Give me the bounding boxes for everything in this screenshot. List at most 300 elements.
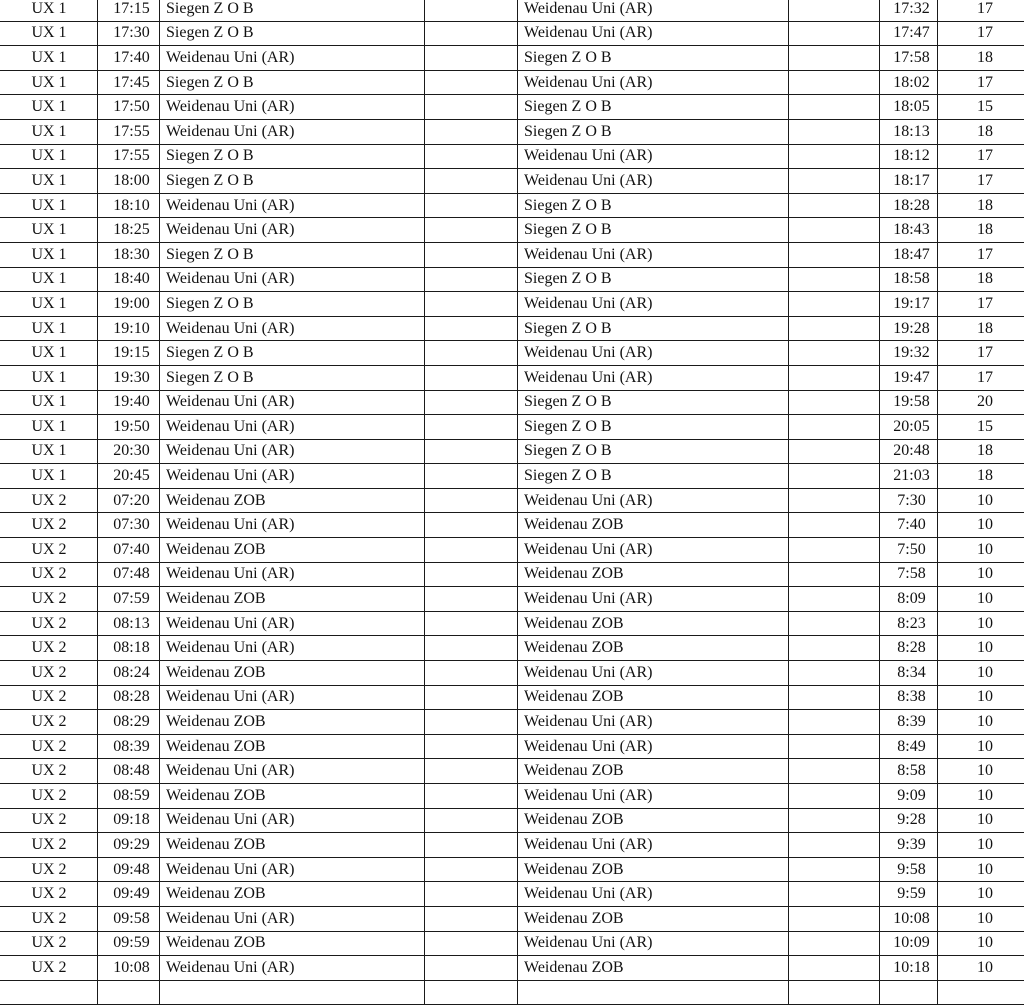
origin-stop-cell: Weidenau Uni (AR): [160, 636, 425, 661]
line-cell: UX 1: [0, 439, 98, 464]
duration-cell: 18: [938, 464, 1024, 489]
departure-time-cell: 09:49: [98, 882, 160, 907]
departure-time-cell: 08:29: [98, 710, 160, 735]
table-row: [0, 21, 1024, 46]
line-cell: UX 1: [0, 169, 98, 194]
destination-stop-cell: Weidenau ZOB: [518, 857, 789, 882]
arrival-time-cell: 19:32: [880, 341, 938, 366]
origin-stop-cell: Weidenau ZOB: [160, 587, 425, 612]
empty-cell: [425, 70, 518, 95]
destination-stop-cell: [518, 980, 789, 1005]
arrival-time-cell: 17:58: [880, 46, 938, 71]
table-row: [0, 587, 1024, 612]
origin-stop-cell: Weidenau Uni (AR): [160, 267, 425, 292]
table-row: [0, 784, 1024, 809]
duration-cell: 10: [938, 661, 1024, 686]
departure-time-cell: 19:50: [98, 415, 160, 440]
empty-cell: [425, 365, 518, 390]
origin-stop-cell: Weidenau Uni (AR): [160, 119, 425, 144]
table-row: [0, 390, 1024, 415]
departure-time-cell: 08:48: [98, 759, 160, 784]
duration-cell: 18: [938, 193, 1024, 218]
destination-stop-cell: Siegen Z O B: [518, 464, 789, 489]
origin-stop-cell: Weidenau ZOB: [160, 661, 425, 686]
empty-cell: [425, 734, 518, 759]
empty-cell: [425, 488, 518, 513]
empty-cell: [425, 46, 518, 71]
departure-time-cell: 08:39: [98, 734, 160, 759]
line-cell: UX 2: [0, 611, 98, 636]
empty-cell: [425, 144, 518, 169]
table-row: [0, 464, 1024, 489]
origin-stop-cell: Weidenau ZOB: [160, 931, 425, 956]
table-row: [0, 538, 1024, 563]
empty-cell: [789, 169, 880, 194]
arrival-time-cell: 9:39: [880, 833, 938, 858]
destination-stop-cell: Siegen Z O B: [518, 95, 789, 120]
empty-cell: [425, 882, 518, 907]
arrival-time-cell: 18:17: [880, 169, 938, 194]
origin-stop-cell: Weidenau Uni (AR): [160, 218, 425, 243]
empty-cell: [425, 808, 518, 833]
origin-stop-cell: Weidenau ZOB: [160, 710, 425, 735]
duration-cell: 20: [938, 390, 1024, 415]
departure-time-cell: 17:40: [98, 46, 160, 71]
duration-cell: 10: [938, 562, 1024, 587]
empty-cell: [789, 341, 880, 366]
origin-stop-cell: Weidenau Uni (AR): [160, 685, 425, 710]
empty-cell: [425, 169, 518, 194]
line-cell: UX 2: [0, 734, 98, 759]
empty-cell: [425, 759, 518, 784]
empty-cell: [789, 661, 880, 686]
arrival-time-cell: 18:13: [880, 119, 938, 144]
empty-cell: [425, 931, 518, 956]
arrival-time-cell: 10:18: [880, 956, 938, 981]
origin-stop-cell: Weidenau Uni (AR): [160, 611, 425, 636]
origin-stop-cell: Weidenau Uni (AR): [160, 439, 425, 464]
empty-cell: [789, 685, 880, 710]
empty-cell: [789, 365, 880, 390]
empty-cell: [425, 390, 518, 415]
empty-cell: [789, 980, 880, 1005]
empty-cell: [425, 857, 518, 882]
origin-stop-cell: [160, 980, 425, 1005]
arrival-time-cell: 8:23: [880, 611, 938, 636]
destination-stop-cell: Weidenau ZOB: [518, 685, 789, 710]
empty-cell: [425, 439, 518, 464]
empty-cell: [789, 439, 880, 464]
duration-cell: 10: [938, 857, 1024, 882]
empty-cell: [789, 808, 880, 833]
empty-cell: [425, 710, 518, 735]
departure-time-cell: 09:59: [98, 931, 160, 956]
empty-cell: [789, 931, 880, 956]
table-row: [0, 808, 1024, 833]
origin-stop-cell: Siegen Z O B: [160, 70, 425, 95]
duration-cell: 17: [938, 365, 1024, 390]
table-row: [0, 710, 1024, 735]
destination-stop-cell: Weidenau Uni (AR): [518, 784, 789, 809]
destination-stop-cell: Weidenau Uni (AR): [518, 882, 789, 907]
table-row: [0, 513, 1024, 538]
line-cell: UX 1: [0, 365, 98, 390]
line-cell: UX 2: [0, 636, 98, 661]
line-cell: [0, 980, 98, 1005]
line-cell: UX 1: [0, 242, 98, 267]
departure-time-cell: 19:30: [98, 365, 160, 390]
empty-cell: [425, 611, 518, 636]
empty-cell: [789, 857, 880, 882]
empty-cell: [425, 980, 518, 1005]
arrival-time-cell: 8:38: [880, 685, 938, 710]
duration-cell: 10: [938, 587, 1024, 612]
empty-cell: [789, 956, 880, 981]
line-cell: UX 2: [0, 956, 98, 981]
line-cell: UX 1: [0, 390, 98, 415]
arrival-time-cell: 19:17: [880, 292, 938, 317]
departure-time-cell: 08:28: [98, 685, 160, 710]
empty-cell: [789, 784, 880, 809]
origin-stop-cell: Weidenau Uni (AR): [160, 956, 425, 981]
table-row: [0, 931, 1024, 956]
departure-time-cell: 17:15: [98, 0, 160, 21]
empty-cell: [425, 119, 518, 144]
empty-cell: [425, 0, 518, 21]
duration-cell: 18: [938, 267, 1024, 292]
origin-stop-cell: Weidenau Uni (AR): [160, 857, 425, 882]
table-row: [0, 0, 1024, 21]
line-cell: UX 1: [0, 341, 98, 366]
arrival-time-cell: 20:05: [880, 415, 938, 440]
destination-stop-cell: Siegen Z O B: [518, 119, 789, 144]
destination-stop-cell: Siegen Z O B: [518, 415, 789, 440]
empty-cell: [425, 316, 518, 341]
empty-cell: [425, 95, 518, 120]
origin-stop-cell: Weidenau Uni (AR): [160, 316, 425, 341]
table-row: [0, 95, 1024, 120]
destination-stop-cell: Weidenau ZOB: [518, 562, 789, 587]
destination-stop-cell: Weidenau Uni (AR): [518, 710, 789, 735]
line-cell: UX 1: [0, 316, 98, 341]
duration-cell: 10: [938, 906, 1024, 931]
destination-stop-cell: Weidenau Uni (AR): [518, 21, 789, 46]
origin-stop-cell: Weidenau Uni (AR): [160, 193, 425, 218]
origin-stop-cell: Weidenau ZOB: [160, 538, 425, 563]
destination-stop-cell: Weidenau ZOB: [518, 906, 789, 931]
duration-cell: 15: [938, 415, 1024, 440]
duration-cell: 18: [938, 46, 1024, 71]
line-cell: UX 1: [0, 193, 98, 218]
destination-stop-cell: Weidenau Uni (AR): [518, 734, 789, 759]
table-row: [0, 415, 1024, 440]
departure-time-cell: 18:40: [98, 267, 160, 292]
empty-cell: [789, 390, 880, 415]
table-row: [0, 218, 1024, 243]
destination-stop-cell: Siegen Z O B: [518, 193, 789, 218]
destination-stop-cell: Siegen Z O B: [518, 218, 789, 243]
destination-stop-cell: Weidenau Uni (AR): [518, 538, 789, 563]
origin-stop-cell: Siegen Z O B: [160, 341, 425, 366]
duration-cell: 18: [938, 439, 1024, 464]
table-row: [0, 734, 1024, 759]
departure-time-cell: 19:40: [98, 390, 160, 415]
arrival-time-cell: 18:12: [880, 144, 938, 169]
empty-cell: [425, 415, 518, 440]
duration-cell: 10: [938, 685, 1024, 710]
empty-cell: [789, 587, 880, 612]
line-cell: UX 1: [0, 415, 98, 440]
table-row: [0, 46, 1024, 71]
line-cell: UX 2: [0, 538, 98, 563]
empty-cell: [425, 587, 518, 612]
line-cell: UX 1: [0, 21, 98, 46]
destination-stop-cell: Weidenau ZOB: [518, 513, 789, 538]
table-row: [0, 857, 1024, 882]
table-row: [0, 365, 1024, 390]
origin-stop-cell: Siegen Z O B: [160, 169, 425, 194]
destination-stop-cell: Weidenau Uni (AR): [518, 70, 789, 95]
departure-time-cell: 17:55: [98, 119, 160, 144]
destination-stop-cell: Weidenau Uni (AR): [518, 931, 789, 956]
destination-stop-cell: Siegen Z O B: [518, 267, 789, 292]
departure-time-cell: 07:40: [98, 538, 160, 563]
empty-cell: [425, 21, 518, 46]
empty-cell: [789, 611, 880, 636]
empty-cell: [789, 833, 880, 858]
empty-cell: [425, 562, 518, 587]
table-row: [0, 636, 1024, 661]
departure-time-cell: 17:55: [98, 144, 160, 169]
duration-cell: 17: [938, 144, 1024, 169]
origin-stop-cell: Weidenau ZOB: [160, 488, 425, 513]
origin-stop-cell: Weidenau ZOB: [160, 833, 425, 858]
empty-cell: [789, 513, 880, 538]
line-cell: UX 1: [0, 218, 98, 243]
line-cell: UX 2: [0, 488, 98, 513]
duration-cell: 17: [938, 21, 1024, 46]
departure-time-cell: 18:00: [98, 169, 160, 194]
arrival-time-cell: 19:58: [880, 390, 938, 415]
duration-cell: 10: [938, 759, 1024, 784]
table-row: [0, 144, 1024, 169]
arrival-time-cell: 18:47: [880, 242, 938, 267]
destination-stop-cell: Weidenau Uni (AR): [518, 661, 789, 686]
origin-stop-cell: Weidenau Uni (AR): [160, 513, 425, 538]
empty-cell: [789, 70, 880, 95]
line-cell: UX 2: [0, 906, 98, 931]
table-row: [0, 169, 1024, 194]
arrival-time-cell: 8:34: [880, 661, 938, 686]
duration-cell: 10: [938, 808, 1024, 833]
departure-time-cell: 09:29: [98, 833, 160, 858]
destination-stop-cell: Weidenau ZOB: [518, 808, 789, 833]
table-row: [0, 685, 1024, 710]
arrival-time-cell: 8:09: [880, 587, 938, 612]
duration-cell: 10: [938, 611, 1024, 636]
empty-cell: [789, 218, 880, 243]
destination-stop-cell: Weidenau ZOB: [518, 636, 789, 661]
duration-cell: 18: [938, 119, 1024, 144]
departure-time-cell: 09:18: [98, 808, 160, 833]
destination-stop-cell: Siegen Z O B: [518, 316, 789, 341]
empty-cell: [425, 685, 518, 710]
line-cell: UX 2: [0, 513, 98, 538]
origin-stop-cell: Weidenau ZOB: [160, 784, 425, 809]
duration-cell: 17: [938, 70, 1024, 95]
arrival-time-cell: 9:59: [880, 882, 938, 907]
arrival-time-cell: 9:09: [880, 784, 938, 809]
departure-time-cell: 17:30: [98, 21, 160, 46]
destination-stop-cell: Weidenau Uni (AR): [518, 833, 789, 858]
empty-cell: [789, 734, 880, 759]
departure-time-cell: 07:30: [98, 513, 160, 538]
table-row: [0, 267, 1024, 292]
departure-time-cell: 18:25: [98, 218, 160, 243]
empty-cell: [425, 784, 518, 809]
duration-cell: 10: [938, 513, 1024, 538]
duration-cell: 10: [938, 538, 1024, 563]
line-cell: UX 2: [0, 685, 98, 710]
table-row: [0, 906, 1024, 931]
empty-cell: [425, 538, 518, 563]
origin-stop-cell: Weidenau ZOB: [160, 734, 425, 759]
arrival-time-cell: 9:58: [880, 857, 938, 882]
empty-cell: [789, 119, 880, 144]
departure-time-cell: 08:24: [98, 661, 160, 686]
line-cell: UX 2: [0, 931, 98, 956]
empty-cell: [789, 267, 880, 292]
line-cell: UX 2: [0, 833, 98, 858]
arrival-time-cell: 17:32: [880, 0, 938, 21]
destination-stop-cell: Weidenau Uni (AR): [518, 144, 789, 169]
departure-time-cell: 19:15: [98, 341, 160, 366]
destination-stop-cell: Weidenau Uni (AR): [518, 488, 789, 513]
empty-cell: [789, 562, 880, 587]
departure-time-cell: 09:58: [98, 906, 160, 931]
duration-cell: 10: [938, 833, 1024, 858]
line-cell: UX 2: [0, 562, 98, 587]
departure-time-cell: 19:10: [98, 316, 160, 341]
destination-stop-cell: Weidenau ZOB: [518, 611, 789, 636]
arrival-time-cell: 19:47: [880, 365, 938, 390]
empty-cell: [789, 21, 880, 46]
duration-cell: 18: [938, 316, 1024, 341]
table-row: [0, 562, 1024, 587]
origin-stop-cell: Weidenau Uni (AR): [160, 46, 425, 71]
table-row: [0, 70, 1024, 95]
line-cell: UX 1: [0, 267, 98, 292]
departure-time-cell: 08:18: [98, 636, 160, 661]
empty-cell: [425, 513, 518, 538]
duration-cell: 17: [938, 341, 1024, 366]
duration-cell: 10: [938, 882, 1024, 907]
empty-cell: [789, 882, 880, 907]
duration-cell: 15: [938, 95, 1024, 120]
departure-time-cell: 18:30: [98, 242, 160, 267]
duration-cell: 18: [938, 218, 1024, 243]
destination-stop-cell: Weidenau Uni (AR): [518, 0, 789, 21]
arrival-time-cell: 19:28: [880, 316, 938, 341]
empty-cell: [425, 242, 518, 267]
origin-stop-cell: Weidenau Uni (AR): [160, 562, 425, 587]
empty-cell: [789, 0, 880, 21]
arrival-time-cell: 20:48: [880, 439, 938, 464]
duration-cell: 10: [938, 734, 1024, 759]
line-cell: UX 2: [0, 857, 98, 882]
line-cell: UX 1: [0, 292, 98, 317]
arrival-time-cell: 8:49: [880, 734, 938, 759]
destination-stop-cell: Siegen Z O B: [518, 390, 789, 415]
line-cell: UX 1: [0, 144, 98, 169]
arrival-time-cell: 18:58: [880, 267, 938, 292]
departure-time-cell: [98, 980, 160, 1005]
line-cell: UX 1: [0, 46, 98, 71]
empty-cell: [425, 218, 518, 243]
arrival-time-cell: 18:02: [880, 70, 938, 95]
empty-cell: [789, 710, 880, 735]
empty-cell: [789, 759, 880, 784]
destination-stop-cell: Weidenau Uni (AR): [518, 587, 789, 612]
origin-stop-cell: Weidenau Uni (AR): [160, 415, 425, 440]
arrival-time-cell: 7:40: [880, 513, 938, 538]
duration-cell: 17: [938, 169, 1024, 194]
empty-cell: [425, 292, 518, 317]
origin-stop-cell: Siegen Z O B: [160, 365, 425, 390]
table-row: [0, 439, 1024, 464]
empty-cell: [425, 341, 518, 366]
empty-cell: [789, 464, 880, 489]
duration-cell: 10: [938, 488, 1024, 513]
destination-stop-cell: Siegen Z O B: [518, 46, 789, 71]
table-row: [0, 661, 1024, 686]
line-cell: UX 1: [0, 0, 98, 21]
line-cell: UX 2: [0, 808, 98, 833]
arrival-time-cell: 8:39: [880, 710, 938, 735]
destination-stop-cell: Siegen Z O B: [518, 439, 789, 464]
line-cell: UX 1: [0, 95, 98, 120]
destination-stop-cell: Weidenau Uni (AR): [518, 341, 789, 366]
empty-cell: [789, 95, 880, 120]
table-row: [0, 759, 1024, 784]
arrival-time-cell: 7:58: [880, 562, 938, 587]
empty-cell: [789, 46, 880, 71]
duration-cell: 10: [938, 710, 1024, 735]
table-row: [0, 611, 1024, 636]
origin-stop-cell: Weidenau ZOB: [160, 882, 425, 907]
destination-stop-cell: Weidenau Uni (AR): [518, 365, 789, 390]
origin-stop-cell: Siegen Z O B: [160, 21, 425, 46]
table-row: [0, 119, 1024, 144]
table-row: [0, 882, 1024, 907]
line-cell: UX 1: [0, 464, 98, 489]
empty-cell: [789, 292, 880, 317]
departure-time-cell: 08:13: [98, 611, 160, 636]
empty-cell: [789, 144, 880, 169]
duration-cell: 10: [938, 931, 1024, 956]
empty-cell: [789, 538, 880, 563]
departure-time-cell: 09:48: [98, 857, 160, 882]
line-cell: UX 2: [0, 759, 98, 784]
duration-cell: 17: [938, 242, 1024, 267]
destination-stop-cell: Weidenau Uni (AR): [518, 169, 789, 194]
table-row: [0, 956, 1024, 981]
empty-cell: [425, 267, 518, 292]
duration-cell: 10: [938, 956, 1024, 981]
origin-stop-cell: Weidenau Uni (AR): [160, 906, 425, 931]
arrival-time-cell: 9:28: [880, 808, 938, 833]
empty-cell: [789, 242, 880, 267]
